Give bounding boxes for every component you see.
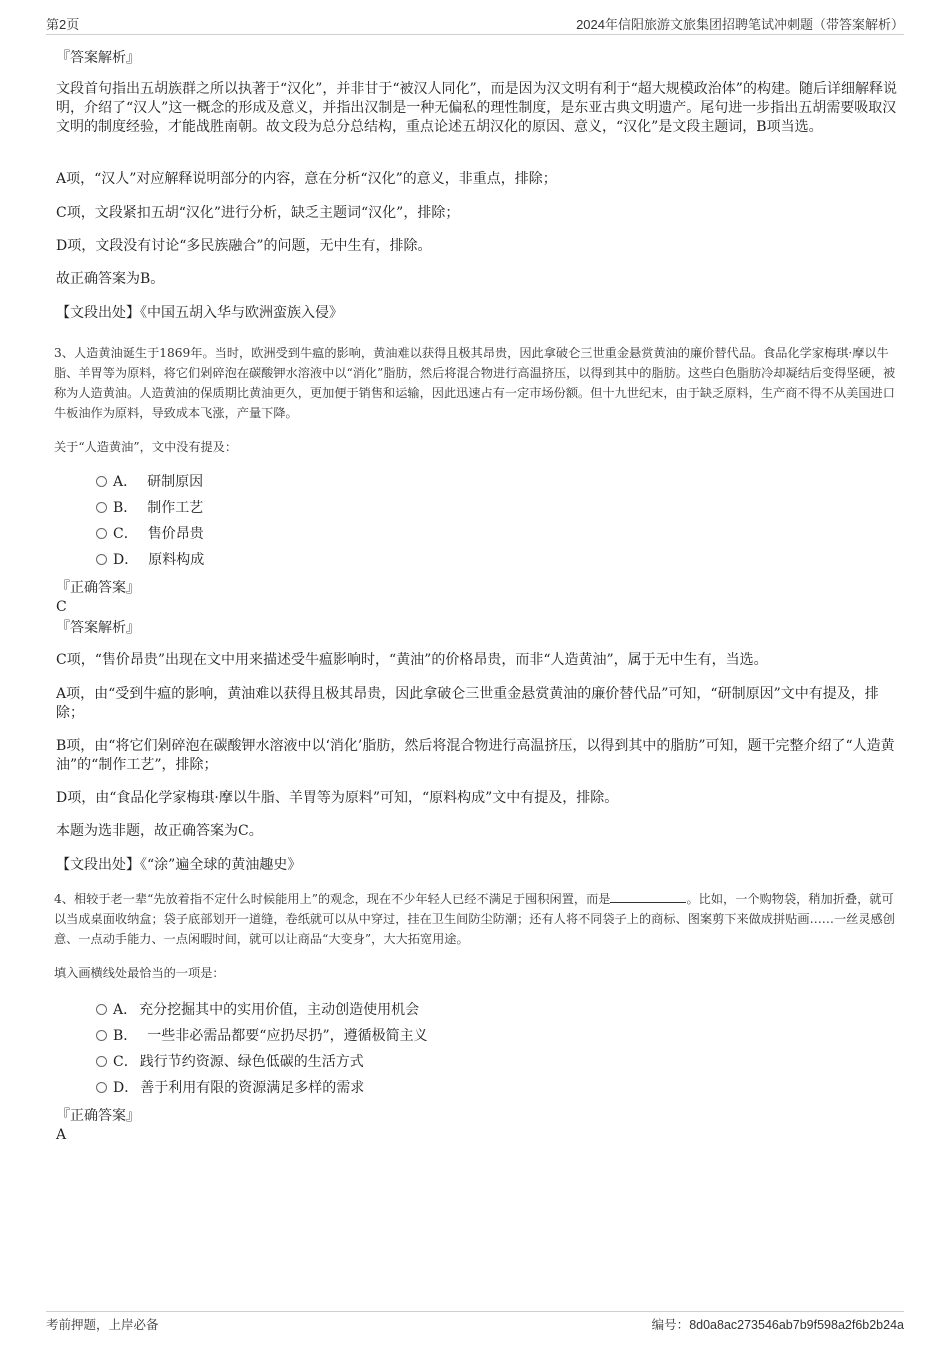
option-letter: A． [113, 474, 138, 490]
radio-icon[interactable] [96, 476, 107, 487]
radio-icon[interactable] [96, 1004, 107, 1015]
q2-analysis-label: 『答案解析』 [56, 50, 140, 66]
option-text: 善于利用有限的资源满足多样的需求 [140, 1080, 365, 1096]
option-text: 充分挖掘其中的实用价值，主动创造使用机会 [139, 1002, 420, 1018]
q3-option-b[interactable] [96, 499, 203, 517]
q3-option-d[interactable] [96, 551, 204, 569]
option-text: 一些非必需品都要“应扔尽扔”，遵循极简主义 [147, 1028, 428, 1044]
option-letter: B． [113, 1028, 138, 1044]
page-number: 第2页 [46, 17, 80, 32]
q3-analysis-label: 『答案解析』 [56, 620, 140, 636]
q4-option-b[interactable] [96, 1027, 428, 1045]
code-label: 编号： [651, 1318, 690, 1332]
q4-option-d[interactable] [96, 1079, 364, 1097]
q3-stem: 3、人造黄油诞生于1869年。当时，欧洲受到牛瘟的影响，黄油难以获得且极其昂贵，因此拿破仑三世重金悬赏黄油的廉价替代品。食品化学家梅琪·摩以牛脂、羊胃等为原料，将它们剁碎泡在碳酸钾水溶液中以“消化”脂肪，然后将混合物进行高温挤压，以得到其中的脂肪。这些白色脂肪冷却凝结后变得坚硬，被称为人造黄油。人造黄油的保质期比黄油更久，更加便于销售和运输，因此迅速占有一定市场份额。但十九世纪末，由于缺乏原料，生产商不得不从美国进口牛板油作为原料，导致成本飞涨，产量下降。 [54, 346, 896, 420]
option-text: 践行节约资源、绿色低碳的生活方式 [139, 1054, 364, 1070]
q3-source: 【文段出处】《“涂”遍全球的黄油趣史》 [56, 857, 302, 873]
radio-icon[interactable] [96, 1056, 107, 1067]
q3-correct-answer: C [56, 599, 67, 615]
q3-analysis-a: A项，由“受到牛瘟的影响，黄油难以获得且极其昂贵，因此拿破仑三世重金悬赏黄油的廉价替代品”可知，“研制原因”文中有提及，排除； [56, 686, 879, 721]
radio-icon[interactable] [96, 1030, 107, 1041]
q3-option-c[interactable] [96, 525, 204, 543]
option-text: 售价昂贵 [147, 526, 204, 542]
q3-correct-label: 『正确答案』 [56, 580, 140, 596]
q4-question: 填入画横线处最恰当的一项是： [54, 966, 225, 980]
radio-icon[interactable] [96, 554, 107, 565]
option-text: 研制原因 [147, 474, 204, 490]
document-title: 2024年信阳旅游文旅集团招聘笔试冲刺题（带答案解析） [576, 17, 904, 32]
q3-analysis-c: C项，“售价昂贵”出现在文中用来描述受牛瘟影响时，“黄油”的价格昂贵，而非“人造黄油”，属于无中生有，当选。 [56, 652, 768, 668]
code-value: 8d0a8ac273546ab7b9f598a2f6b2b24a [689, 1318, 904, 1332]
q4-correct-answer: A [56, 1127, 67, 1143]
page-header [46, 14, 904, 35]
option-text: 制作工艺 [147, 500, 204, 516]
radio-icon[interactable] [96, 502, 107, 513]
option-letter: C． [113, 1054, 138, 1070]
footer-slogan: 考前押题，上岸必备 [46, 1318, 159, 1332]
q4-option-a[interactable] [96, 1001, 419, 1019]
option-letter: A． [113, 1002, 138, 1018]
option-letter: B． [113, 500, 138, 516]
document-code [652, 1315, 904, 1333]
q4-correct-label: 『正确答案』 [56, 1108, 140, 1124]
q3-analysis-d: D项，由“食品化学家梅琪·摩以牛脂、羊胃等为原料”可知，“原料构成”文中有提及，排除。 [56, 790, 619, 806]
q4-option-c[interactable] [96, 1053, 364, 1071]
option-letter: C． [113, 526, 138, 542]
q4-stem-after: 。比如，一个购物袋，稍加折叠，就可以当成桌面收纳盒；袋子底部划开一道缝，卷纸就可以从中穿过，挂在卫生间防尘防潮；还有人将不同袋子上的商标、图案剪下来做成拼贴画……一丝灵感创意、一点动手能力、一点闲暇时间，就可以让商品“大变身”，大大拓宽用途。 [54, 892, 895, 946]
option-text: 原料构成 [148, 552, 205, 568]
q3-analysis-b: B项，由“将它们剁碎泡在碳酸钾水溶液中以‘消化’脂肪，然后将混合物进行高温挤压，以得到其中的脂肪”可知，题干完整介绍了“人造黄油”的“制作工艺”，排除； [56, 738, 895, 773]
q3-conclusion: 本题为选非题，故正确答案为C。 [56, 823, 263, 839]
q2-analysis-d: D项，文段没有讨论“多民族融合”的问题，无中生有，排除。 [56, 238, 432, 254]
q2-analysis-a: A项，“汉人”对应解释说明部分的内容，意在分析“汉化”的意义，非重点，排除； [56, 171, 557, 187]
option-letter: D． [113, 1080, 139, 1096]
answer-blank [610, 890, 686, 903]
q2-conclusion: 故正确答案为B。 [56, 271, 165, 287]
q3-question: 关于“人造黄油”，文中没有提及： [54, 440, 238, 454]
radio-icon[interactable] [96, 1082, 107, 1093]
q2-analysis-paragraph: 文段首句指出五胡族群之所以执著于“汉化”，并非甘于“被汉人同化”，而是因为汉文明有利于“超大规模政治体”的构建。随后详细解释说明，介绍了“汉人”这一概念的形成及意义，并指出汉制是一种无偏私的理性制度，是东亚古典文明遗产。尾句进一步指出五胡需要吸取汉文明的制度经验，才能战胜南朝。故文段为总分总结构，重点论述五胡汉化的原因、意义，“汉化”是文段主题词，B项当选。 [56, 81, 897, 135]
option-letter: D． [113, 552, 139, 568]
q4-stem-before: 4、相较于老一辈“先放着指不定什么时候能用上”的观念，现在不少年轻人已经不满足于囤积闲置，而是 [54, 892, 611, 906]
q2-source: 【文段出处】《中国五胡入华与欧洲蛮族入侵》 [56, 305, 343, 321]
q3-option-a[interactable] [96, 473, 203, 491]
q2-analysis-c: C项，文段紧扣五胡“汉化”进行分析，缺乏主题词“汉化”，排除； [56, 205, 460, 221]
page-footer [46, 1311, 904, 1334]
q4-stem [54, 889, 902, 949]
radio-icon[interactable] [96, 528, 107, 539]
